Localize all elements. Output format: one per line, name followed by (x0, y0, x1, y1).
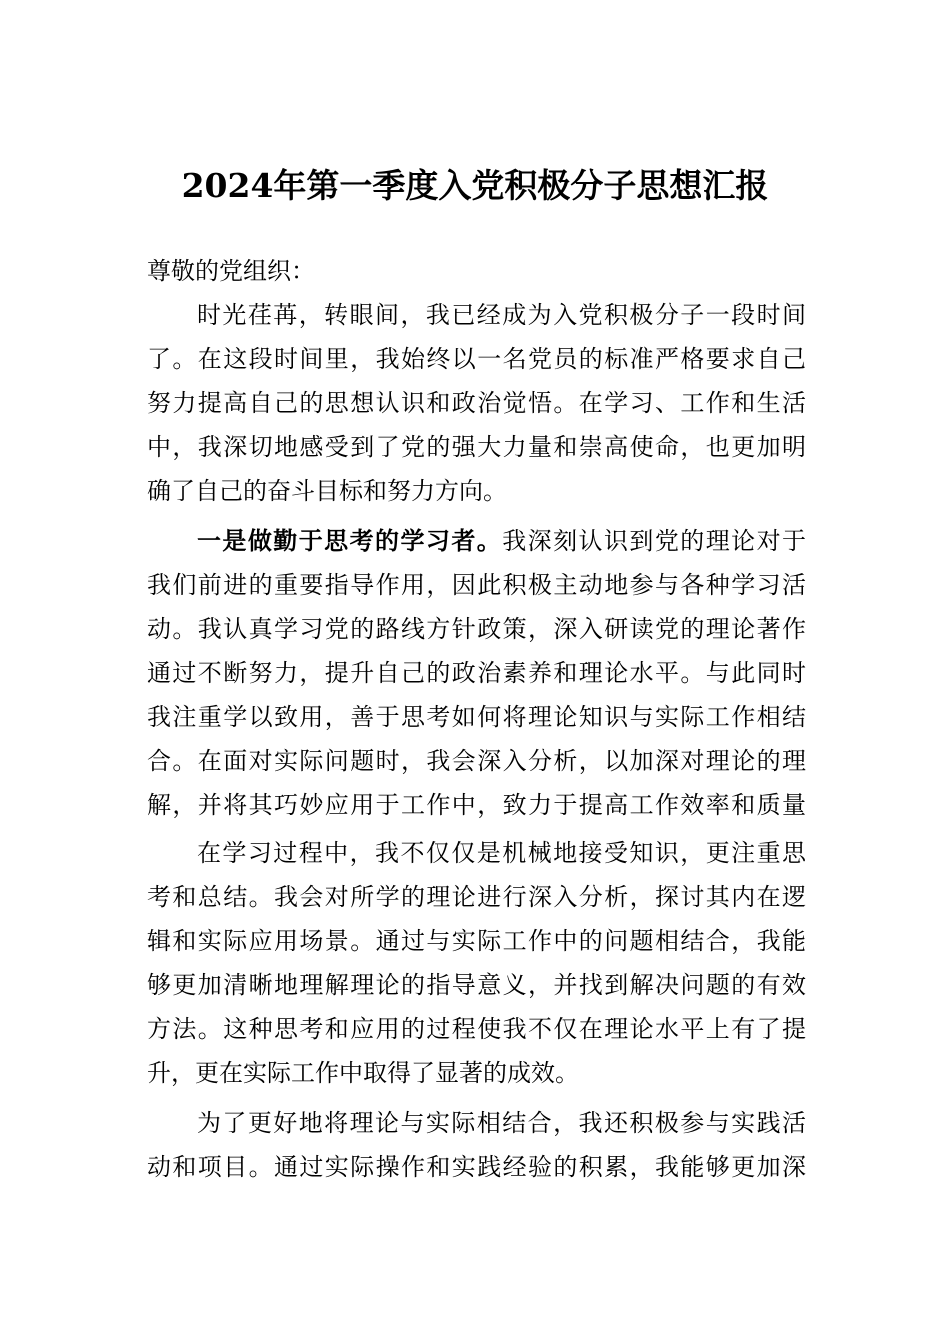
body-line: 努力提高自己的思想认识和政治觉悟。在学习、工作和生活 (147, 389, 806, 417)
body-line: 升，更在实际工作中取得了显著的成效。 (147, 1059, 579, 1087)
body-line: 合。在面对实际问题时，我会深入分析，以加深对理论的理 (147, 747, 806, 775)
body-line: 了。在这段时间里，我始终以一名党员的标准严格要求自己 (147, 345, 806, 373)
body-line: 动和项目。通过实际操作和实践经验的积累，我能够更加深 (147, 1153, 806, 1181)
body-line: 在学习过程中，我不仅仅是机械地接受知识，更注重思 (197, 839, 806, 867)
salutation: 尊敬的党组织： (147, 257, 315, 285)
body-line: 我注重学以致用，善于思考如何将理论知识与实际工作相结 (147, 703, 806, 731)
body-line: 我们前进的重要指导作用，因此积极主动地参与各种学习活 (147, 571, 806, 599)
body-line: 考和总结。我会对所学的理论进行深入分析，探讨其内在逻 (147, 883, 806, 911)
body-line: 辑和实际应用场景。通过与实际工作中的问题相结合，我能 (147, 927, 806, 955)
section-heading: 一是做勤于思考的学习者。 (197, 526, 503, 555)
body-line: 时光荏苒，转眼间，我已经成为入党积极分子一段时间 (197, 301, 806, 329)
body-line: 方法。这种思考和应用的过程使我不仅在理论水平上有了提 (147, 1015, 806, 1043)
body-line: 为了更好地将理论与实际相结合，我还积极参与实践活 (197, 1109, 806, 1137)
body-line: 解，并将其巧妙应用于工作中，致力于提高工作效率和质量 (147, 791, 806, 819)
body-line: 确了自己的奋斗目标和努力方向。 (147, 477, 507, 505)
body-line: 够更加清晰地理解理论的指导意义，并找到解决问题的有效 (147, 971, 806, 999)
body-line: 动。我认真学习党的路线方针政策，深入研读党的理论著作 (147, 615, 806, 643)
document-title: 2024年第一季度入党积极分子思想汇报 (181, 166, 769, 205)
body-line: 通过不断努力，提升自己的政治素养和理论水平。与此同时 (147, 659, 806, 687)
body-line: 中，我深切地感受到了党的强大力量和崇高使命，也更加明 (147, 433, 806, 461)
body-line: 一是做勤于思考的学习者。我深刻认识到党的理论对于 (197, 526, 807, 555)
